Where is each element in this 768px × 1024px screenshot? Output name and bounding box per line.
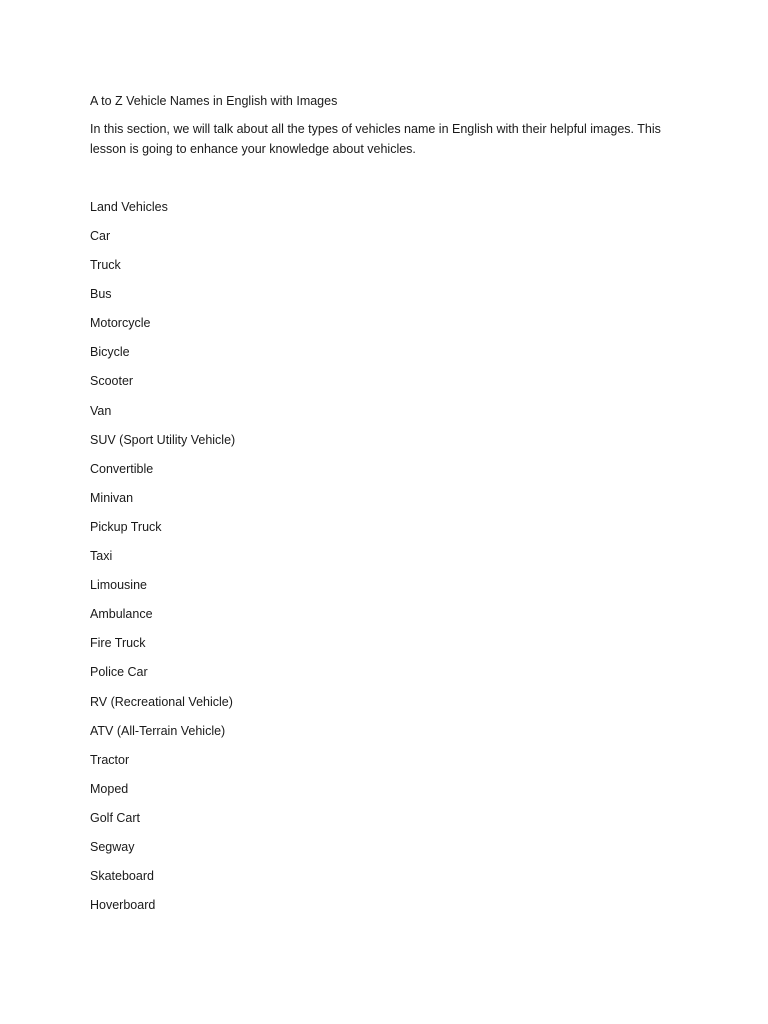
- intro-paragraph: In this section, we will talk about all the types of vehicles name in English with their helpful images. This lesson is going to enhance your knowledge about vehicles.: [90, 122, 661, 156]
- list-item: ATV (All-Terrain Vehicle): [90, 723, 226, 738]
- list-item: Police Car: [90, 665, 148, 680]
- list-item: Van: [90, 403, 112, 418]
- list-item: Limousine: [90, 578, 147, 593]
- section-heading-land-vehicles: Land Vehicles: [90, 200, 168, 214]
- list-item: Motorcycle: [90, 316, 151, 331]
- list-item: Minivan: [90, 490, 134, 505]
- list-item: Golf Cart: [90, 810, 141, 825]
- list-item: RV (Recreational Vehicle): [90, 694, 233, 709]
- list-item: Taxi: [90, 549, 113, 564]
- list-item: Bicycle: [90, 345, 130, 360]
- list-item: Hoverboard: [90, 898, 156, 913]
- list-item: Moped: [90, 781, 129, 796]
- list-item: Skateboard: [90, 869, 154, 884]
- list-item: Segway: [90, 839, 135, 854]
- list-item: Truck: [90, 258, 121, 273]
- document-body: [90, 91, 690, 924]
- list-item: Scooter: [90, 374, 134, 389]
- list-item: Ambulance: [90, 607, 153, 622]
- list-item: Convertible: [90, 461, 154, 476]
- list-item: Tractor: [90, 752, 130, 767]
- vehicle-list: [90, 226, 690, 924]
- list-item: Pickup Truck: [90, 519, 162, 534]
- list-item: Fire Truck: [90, 636, 146, 651]
- list-item: Bus: [90, 287, 112, 302]
- document-title: A to Z Vehicle Names in English with Images: [90, 94, 338, 108]
- list-item: Car: [90, 229, 111, 243]
- list-item: SUV (Sport Utility Vehicle): [90, 432, 236, 447]
